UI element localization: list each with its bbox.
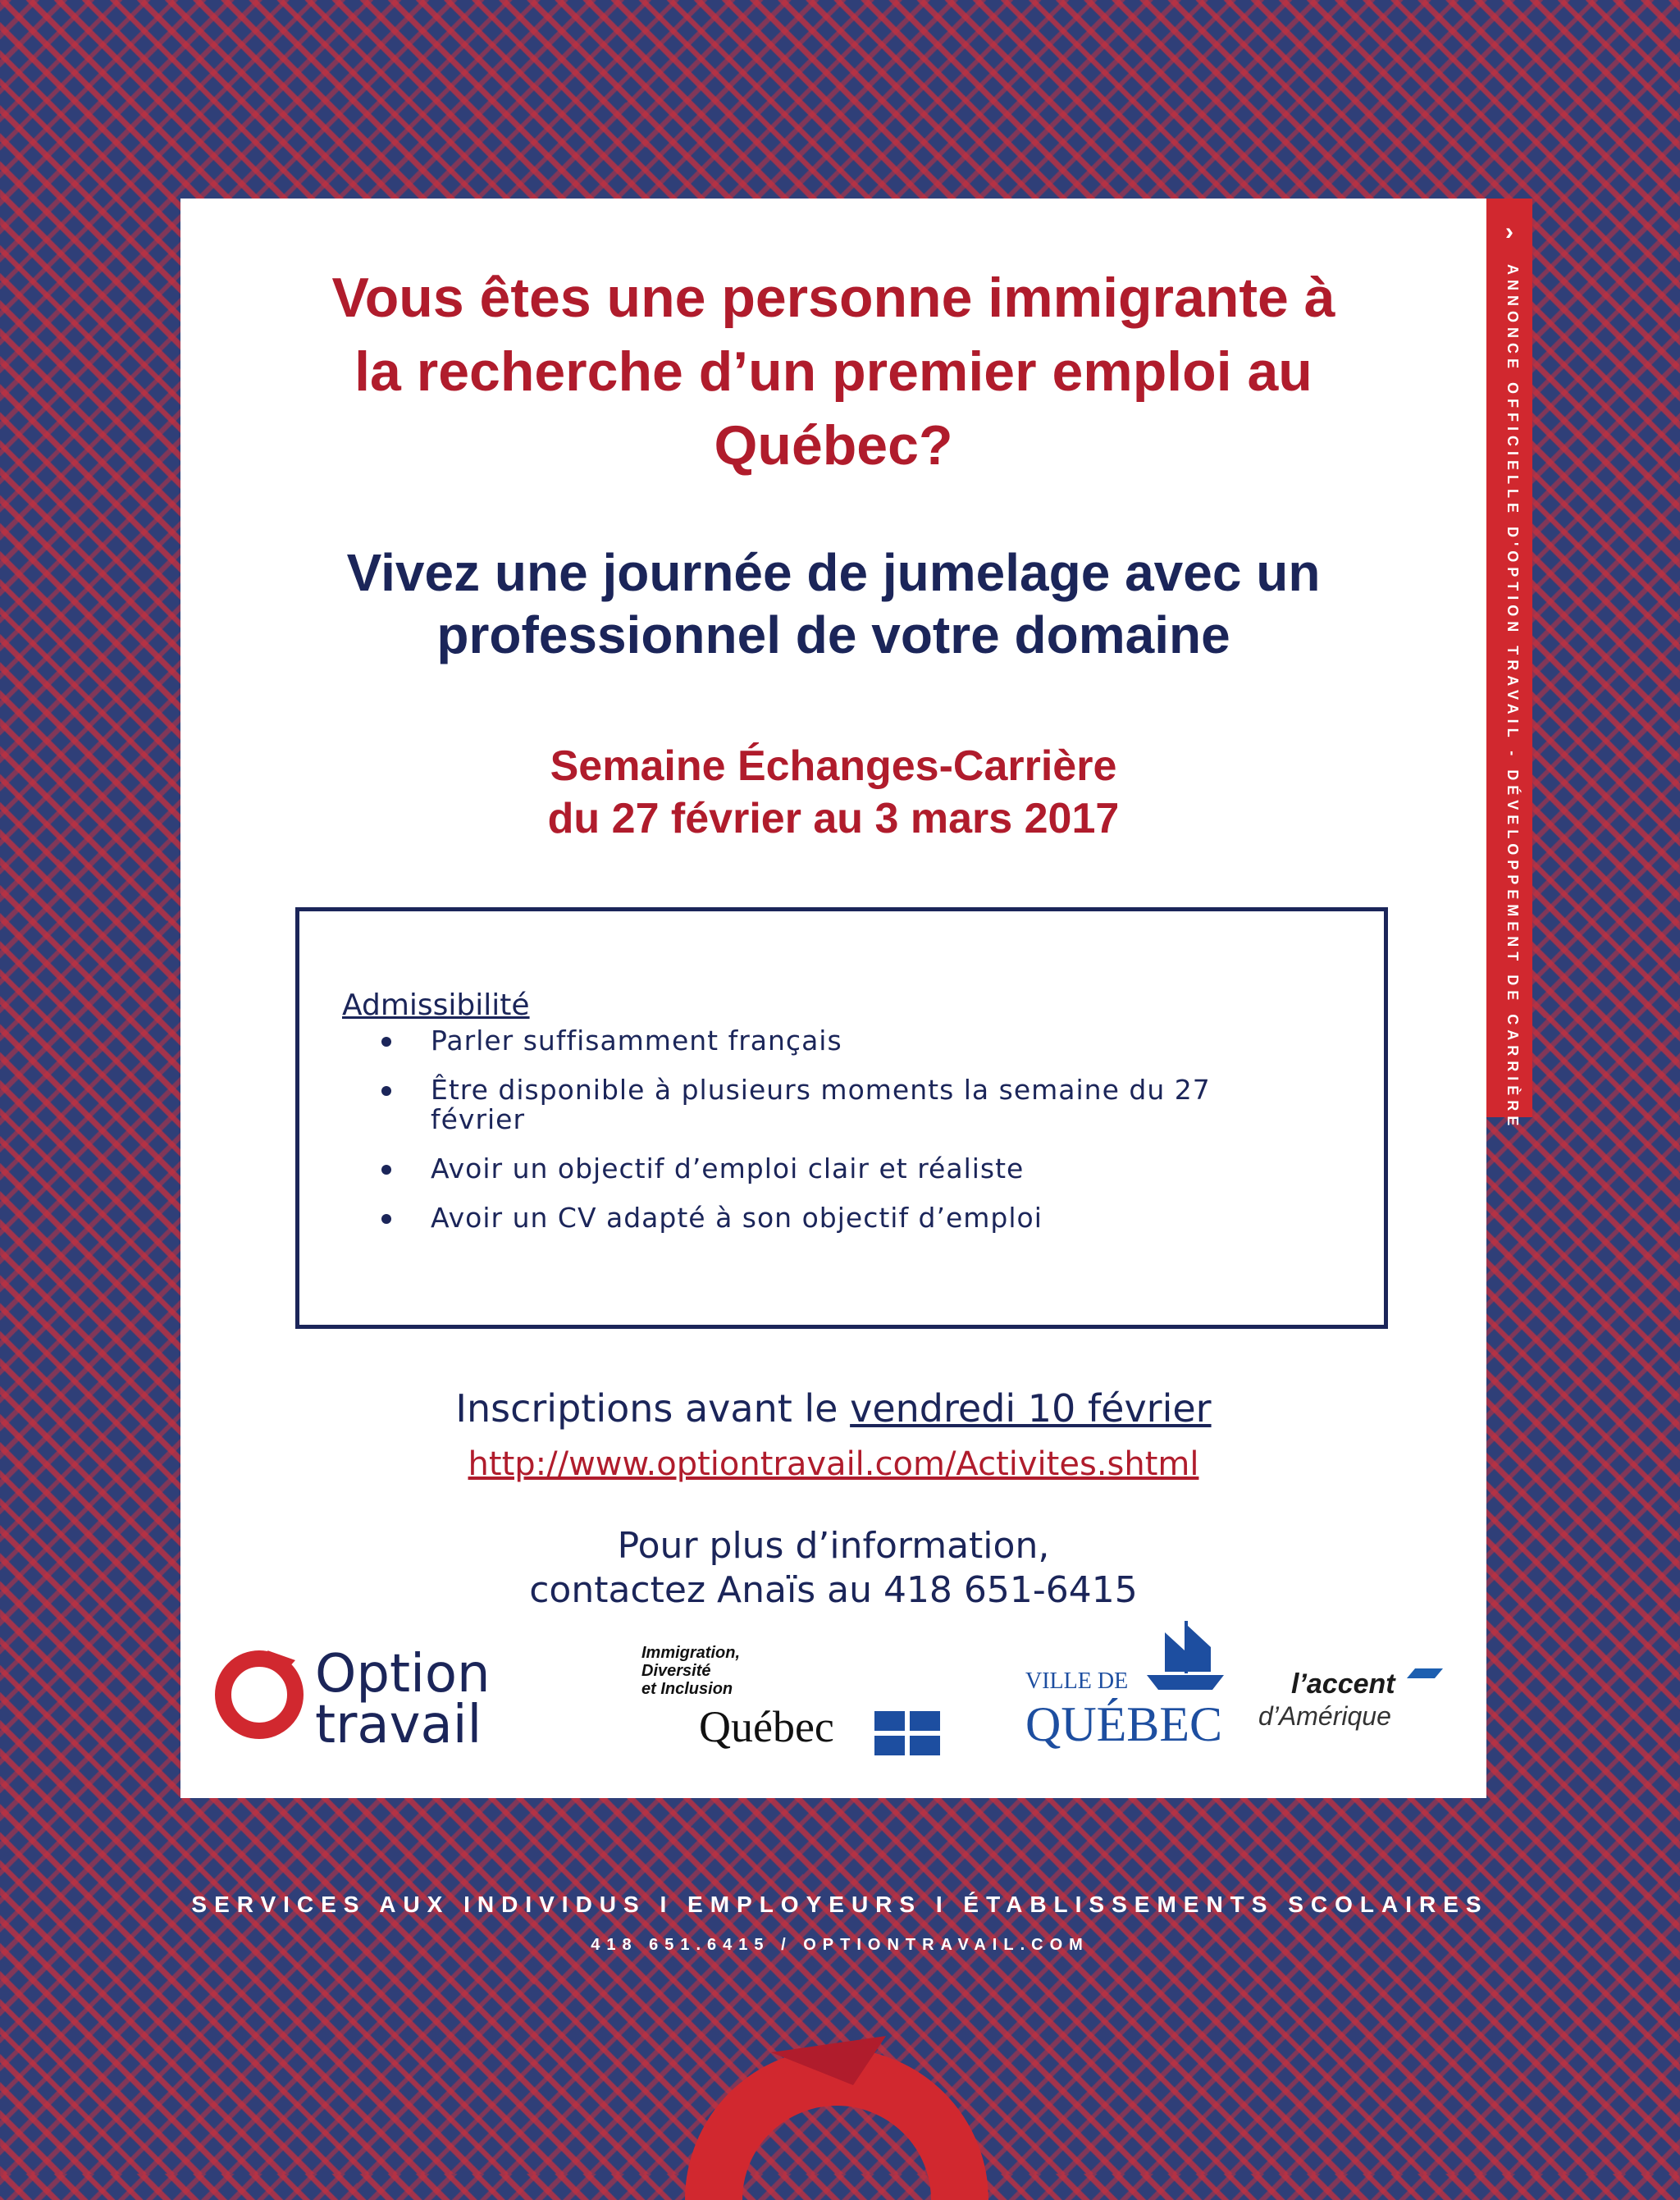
bullet-icon [381, 1086, 391, 1096]
registration-date: vendredi 10 février [850, 1386, 1212, 1431]
subheadline-line-2: professionnel de votre domaine [436, 605, 1230, 664]
accent-amerique-logo [1258, 1668, 1455, 1750]
flyer-card [180, 199, 1486, 1798]
list-item-text: Être disponible à plusieurs moments la semaine du 27 février [431, 1074, 1211, 1135]
side-tab-text: ANNONCE OFFICIELLE D'OPTION TRAVAIL - DÉVELOPPEMENT DE CARRIÈRE [1504, 264, 1521, 1131]
contact-info [213, 1524, 1454, 1613]
accent-logo-line-2: d’Amérique [1258, 1701, 1391, 1731]
footer-contact: 418 651.6415 / OPTIONTRAVAIL.COM [591, 1936, 1089, 1954]
registration-deadline [213, 1386, 1454, 1431]
event-name: Semaine Échanges-Carrière [550, 742, 1117, 790]
eligibility-list [381, 1026, 1284, 1253]
ville-de-quebec-logo [1025, 1618, 1222, 1749]
quebec-small-line-3: et Inclusion [641, 1680, 733, 1698]
list-item [381, 1026, 1284, 1056]
registration-link[interactable]: http://www.optiontravail.com/Activites.shtml [468, 1445, 1199, 1483]
list-item-text: Avoir un objectif d’emploi clair et réaliste [431, 1152, 1025, 1184]
bullet-icon [381, 1037, 391, 1047]
subheadline-line-1: Vivez une journée de jumelage avec un [346, 543, 1321, 602]
headline-line-1: Vous êtes une personne immigrante à [331, 267, 1335, 329]
bullet-icon [381, 1165, 391, 1175]
quebec-small-line-2: Diversité [641, 1662, 711, 1680]
accent-logo-line-1: l’accent [1291, 1668, 1395, 1700]
ship-icon [1140, 1618, 1230, 1696]
footer-services: SERVICES AUX INDIVIDUS I EMPLOYEURS I ÉTABLISSEMENTS SCOLAIRES [191, 1892, 1489, 1917]
quebec-logo-name: Québec [699, 1702, 834, 1751]
list-item [381, 1154, 1284, 1184]
list-item-text: Avoir un CV adapté à son objectif d’emploi [431, 1202, 1043, 1234]
headline [213, 261, 1454, 482]
quebec-immigration-logo [641, 1644, 961, 1759]
headline-line-3: Québec? [714, 414, 953, 477]
event-info [213, 740, 1454, 845]
ville-logo-small: VILLE DE [1025, 1668, 1129, 1694]
option-travail-line-1: Option [315, 1644, 491, 1705]
headline-line-2: la recherche d’un premier emploi au [354, 340, 1312, 403]
event-dates: du 27 février au 3 mars 2017 [547, 795, 1120, 842]
chevron-down-icon: › [1505, 218, 1513, 245]
eligibility-box [295, 907, 1388, 1329]
ville-logo-name: QUÉBEC [1025, 1697, 1222, 1751]
accent-mark-icon [1407, 1668, 1443, 1678]
bullet-icon [381, 1214, 391, 1224]
list-item-text: Parler suffisamment français [431, 1025, 842, 1057]
contact-line-2: contactez Anaïs au 418 651-6415 [529, 1569, 1138, 1611]
registration-prefix: Inscriptions avant le [455, 1386, 851, 1431]
eligibility-title: Admissibilité [342, 988, 530, 1022]
contact-line-1: Pour plus d’information, [617, 1525, 1050, 1567]
list-item [381, 1075, 1284, 1134]
option-travail-line-2: travail [315, 1695, 482, 1755]
option-travail-emblem-icon [673, 2003, 1017, 2200]
quebec-flag-icon [874, 1711, 940, 1755]
quebec-logo-small-text [641, 1644, 740, 1698]
side-tab [1486, 199, 1532, 1131]
option-travail-ring-icon [210, 1644, 308, 1742]
quebec-small-line-1: Immigration, [641, 1644, 741, 1662]
list-item [381, 1203, 1284, 1233]
subheadline [213, 541, 1454, 666]
option-travail-logo [210, 1644, 522, 1755]
